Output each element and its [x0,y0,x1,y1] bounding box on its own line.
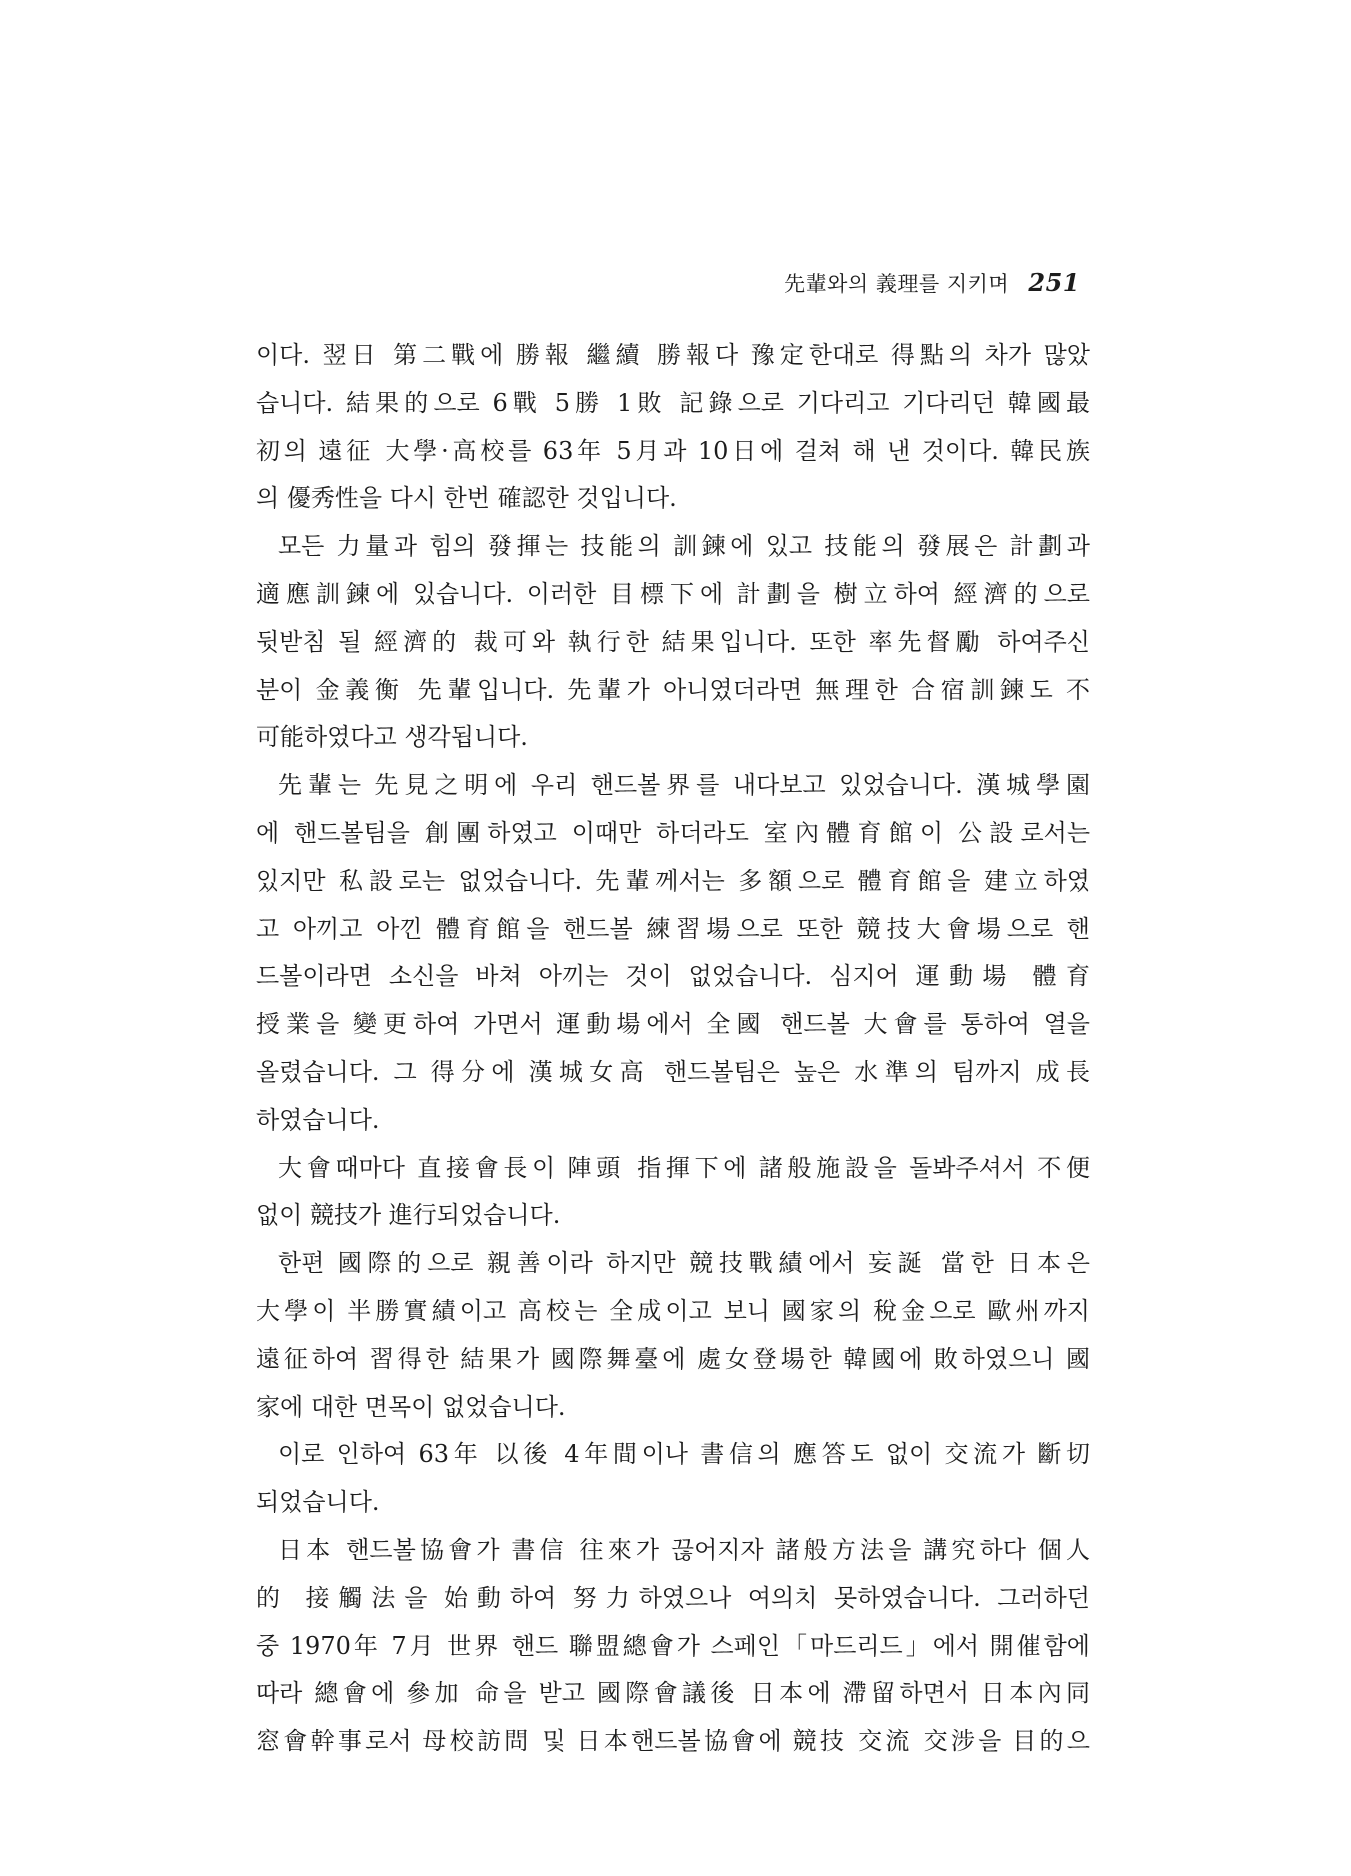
text-line: 없이 競技가 進行되었습니다. [256,1201,561,1230]
text-line: 중 1970年 7月 世界 핸드 聯盟總會가 스페인「마드리드」에서 開催함에 [256,1631,1090,1660]
text-line: 분이 金義衡 先輩입니다. 先輩가 아니였더라면 無理한 合宿訓鍊도 不 [256,675,1090,704]
text-line: 올렸습니다. 그 得分에 漢城女高 핸드볼팀은 높은 水準의 팀까지 成長 [256,1057,1090,1086]
running-head [740,268,1080,304]
text-line: 의 優秀性을 다시 한번 確認한 것입니다. [256,484,677,513]
text-line: 授業을 變更하여 가면서 運動場에서 全國 핸드볼 大會를 통하여 열을 [256,1010,1090,1039]
text-line: 한편 國際的으로 親善이라 하지만 競技戰績에서 妄誕 當한 日本은 [278,1249,1090,1278]
text-line: 初의 遠征 大學·高校를 63年 5月과 10日에 걸쳐 해 낸 것이다. 韓民族 [256,436,1090,465]
text-line: 先輩는 先見之明에 우리 핸드볼界를 내다보고 있었습니다. 漢城學園 [278,771,1090,800]
text-line: 이다. 翌日 第二戰에 勝報 繼續 勝報다 豫定한대로 得點의 차가 많았 [256,341,1090,369]
chapter-title: 先輩와의 義理를 지키며 [784,272,1010,296]
text-line: 大會때마다 直接會長이 陣頭 指揮下에 諸般施設을 돌봐주셔서 不便 [278,1153,1090,1182]
text-line: 모든 力量과 힘의 發揮는 技能의 訓鍊에 있고 技能의 發展은 計劃과 [278,532,1090,561]
text-line: 家에 대한 면목이 없었습니다. [256,1392,566,1421]
text-line: 可能하였다고 생각됩니다. [256,723,528,752]
text-line: 있지만 私設로는 없었습니다. 先輩께서는 多額으로 體育館을 建立하였 [256,866,1090,895]
text-line: 遠征하여 習得한 結果가 國際舞臺에 處女登場한 韓國에 敗하였으니 國 [256,1344,1090,1373]
text-line: 適應訓鍊에 있습니다. 이러한 目標下에 計劃을 樹立하여 經濟的으로 [256,579,1090,608]
text-line: 에 핸드볼팀을 創團하였고 이때만 하더라도 室內體育館이 公設로서는 [256,818,1090,847]
text-line: 窓會幹事로서 母校訪問 및 日本핸드볼協會에 競技 交流 交涉을 目的으 [256,1727,1090,1756]
body-text [256,332,1090,1766]
text-line: 되었습니다. [256,1488,380,1517]
text-line: 이로 인하여 63年 以後 4年間이나 書信의 應答도 없이 交流가 斷切 [278,1440,1090,1469]
text-line: 따라 總會에 參加 命을 받고 國際會議後 日本에 滯留하면서 日本內同 [256,1679,1090,1708]
text-line: 大學이 半勝實績이고 高校는 全成이고 보니 國家의 稅金으로 歐州까지 [256,1296,1090,1325]
text-line: 日本 핸드볼協會가 書信 往來가 끊어지자 諸般方法을 講究하다 個人 [278,1535,1090,1564]
text-line: 드볼이라면 소신을 바쳐 아끼는 것이 없었습니다. 심지어 運動場 體育 [256,962,1090,991]
text-line: 고 아끼고 아낀 體育館을 핸드볼 練習場으로 또한 競技大會場으로 핸 [256,914,1090,943]
text-line: 뒷받침 될 經濟的 裁可와 執行한 結果입니다. 또한 率先督勵 하여주신 [256,627,1090,656]
text-line: 습니다. 結果的으로 6戰 5勝 1敗 記錄으로 기다리고 기다리던 韓國最 [256,388,1090,417]
text-line: 하였습니다. [256,1105,380,1134]
text-line: 的 接觸法을 始動하여 努力하였으나 여의치 못하였습니다. 그러하던 [256,1583,1090,1612]
page-number: 251 [1028,268,1080,297]
